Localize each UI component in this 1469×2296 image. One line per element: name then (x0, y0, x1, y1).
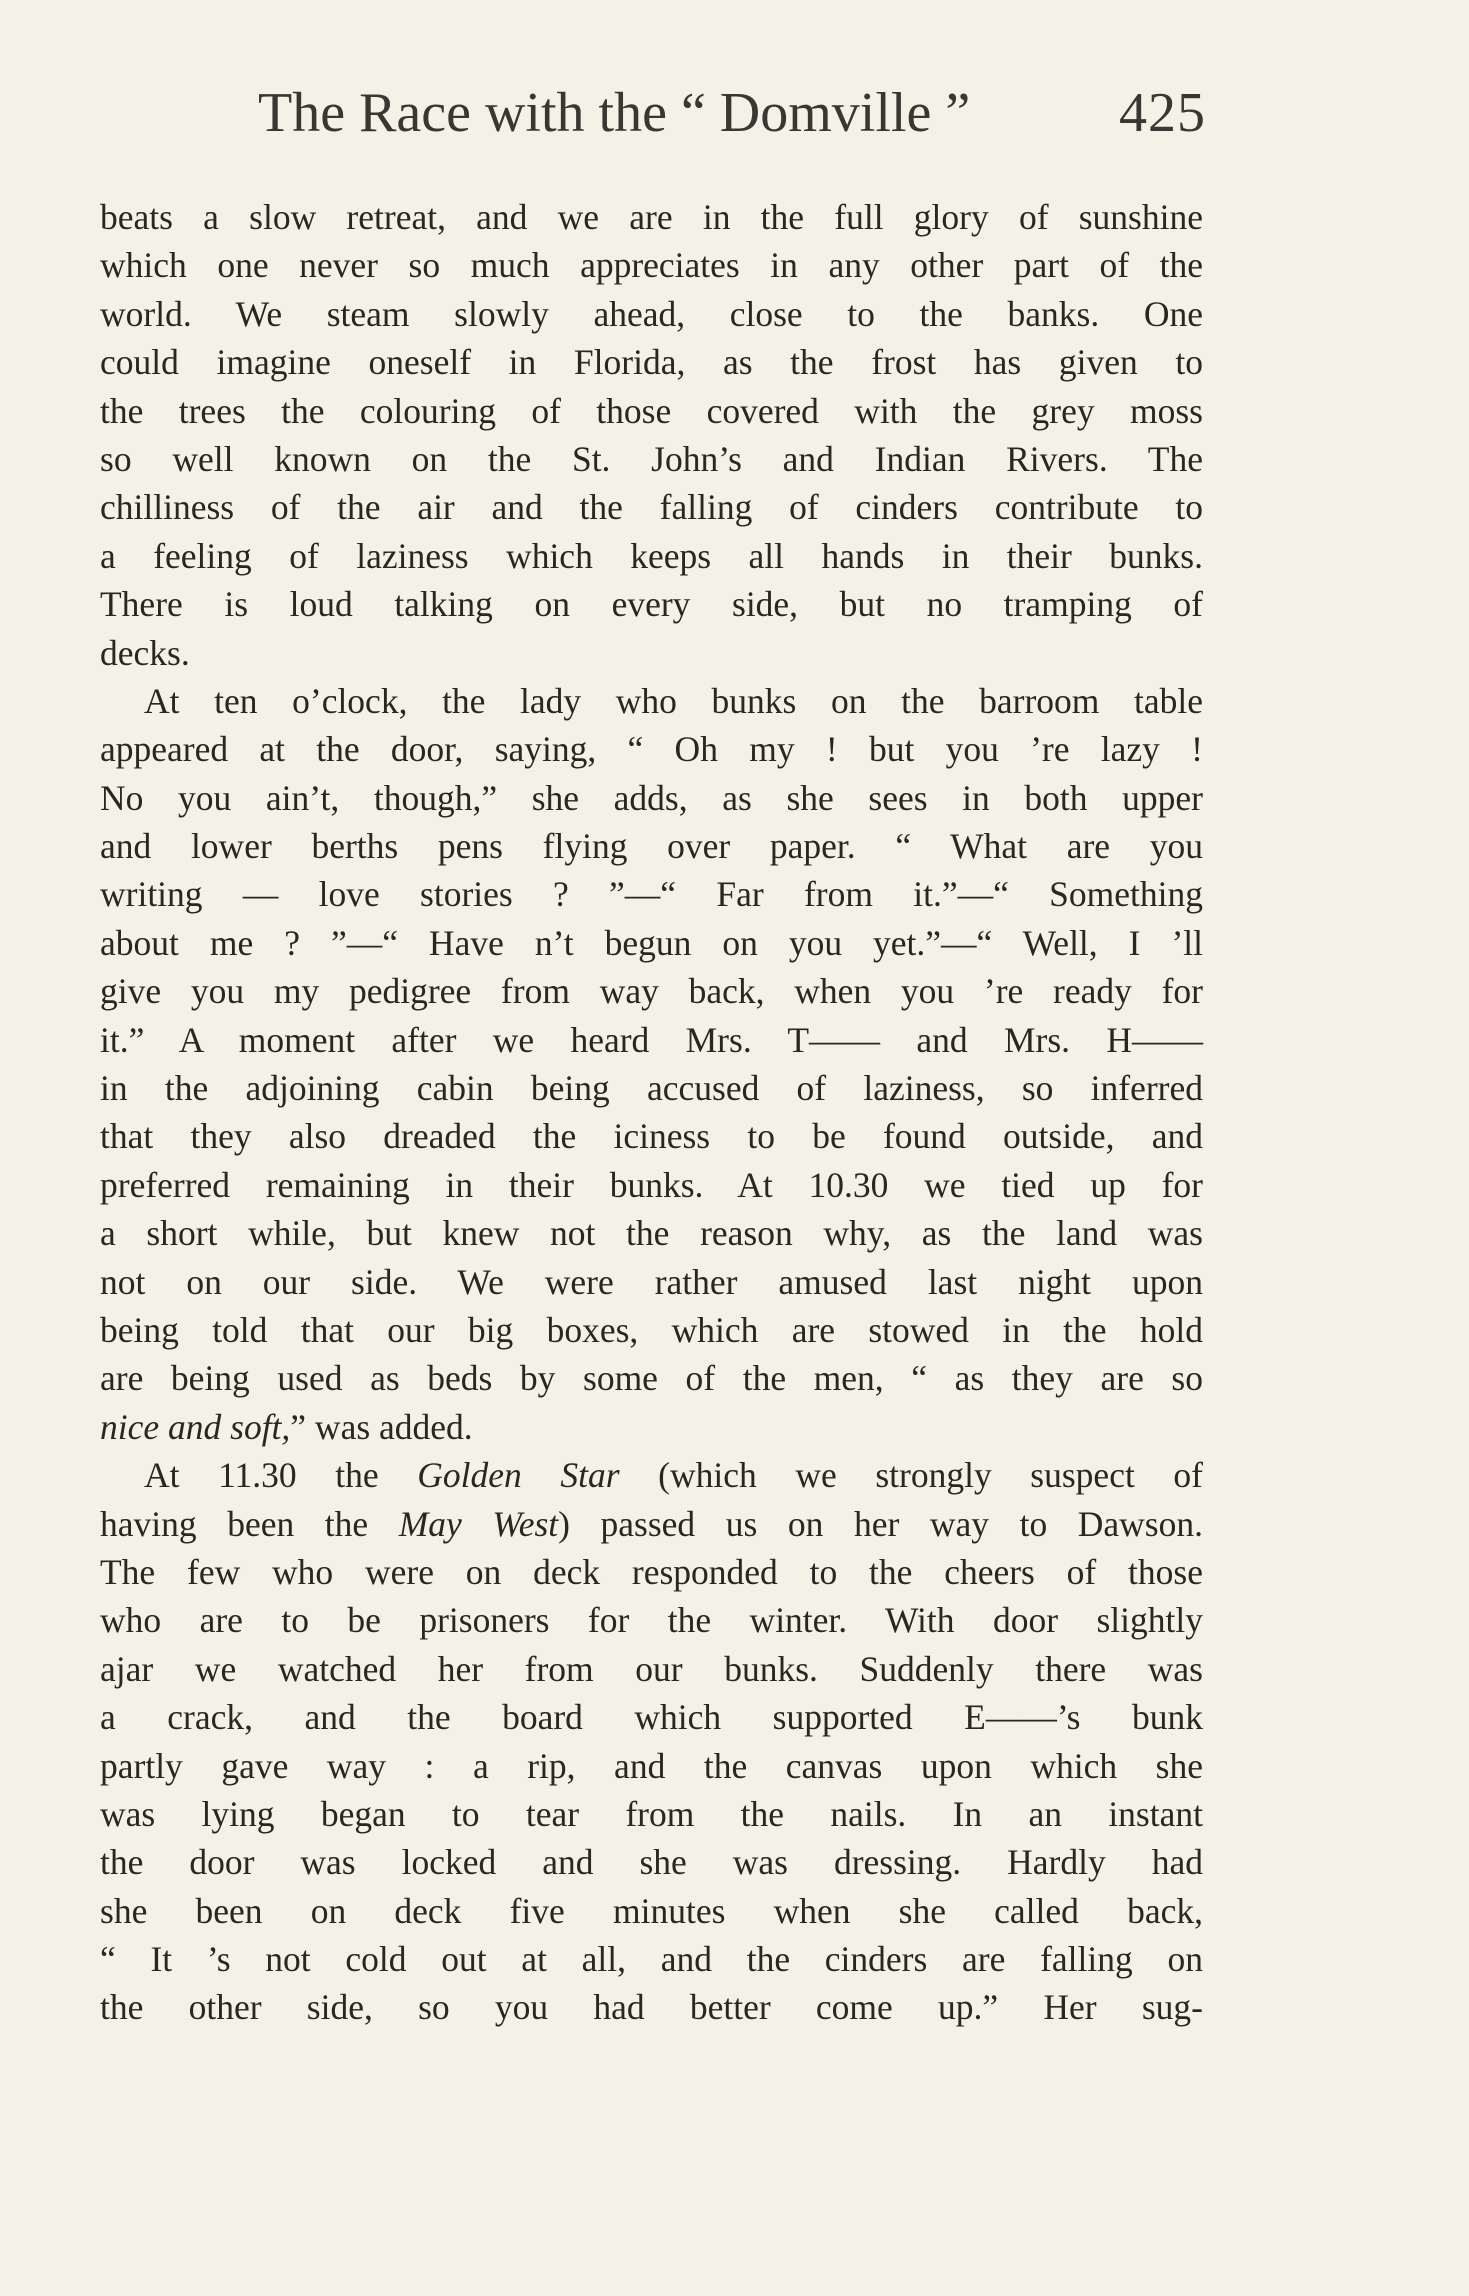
italic-ship-name: May West (398, 1503, 559, 1544)
text-line: beats a slow retreat, and we are in the full glory of sunshine (100, 197, 1203, 237)
text-line: the other side, so you had better come up.” Her sug- (100, 1987, 1203, 2028)
text-line: in the adjoining cabin being accused of laziness, so inferred (100, 1068, 1203, 1109)
text-line: it.” A moment after we heard Mrs. T—— and Mrs. H—— (100, 1019, 1203, 1060)
text-line: that they also dreaded the iciness to be found outside, and (100, 1116, 1203, 1157)
text-line-italic-phrase (100, 1403, 1203, 1451)
text-run: having been the (100, 1503, 399, 1544)
text-line: partly gave way : a rip, and the canvas upon which she (100, 1745, 1203, 1786)
text-line: The few who were on deck responded to the cheers of those (100, 1551, 1203, 1592)
text-line: appeared at the door, saying, “ Oh my ! but you ’re lazy ! (100, 729, 1203, 770)
text-line-italic-ship (100, 1500, 1203, 1548)
italic-phrase: nice and soft, (100, 1406, 291, 1447)
text-line: There is loud talking on every side, but no tramping of (100, 584, 1203, 625)
text-run: At 11.30 the (144, 1455, 418, 1496)
text-line: being told that our big boxes, which are stowed in the hold (100, 1309, 1203, 1350)
text-line: a crack, and the board which supported E——’s bunk (100, 1697, 1203, 1738)
text-line: so well known on the St. John’s and Indian Rivers. The (100, 438, 1203, 479)
text-line: ajar we watched her from our bunks. Suddenly there was (100, 1648, 1203, 1689)
text-line: chilliness of the air and the falling of cinders contribute to (100, 487, 1203, 528)
text-run: (which we strongly suspect of (619, 1455, 1203, 1496)
text-line: preferred remaining in their bunks. At 10.30 we tied up for (100, 1164, 1203, 1205)
page-number: 425 (1119, 82, 1206, 144)
text-line-italic-ship (100, 1451, 1203, 1499)
text-line: At ten o’clock, the lady who bunks on the barroom table (144, 680, 1203, 721)
text-line: the trees the colouring of those covered with the grey moss (100, 390, 1203, 431)
text-line: a feeling of laziness which keeps all hands in their bunks. (100, 535, 1203, 576)
text-line: was lying began to tear from the nails. In an instant (100, 1793, 1203, 1834)
text-line: not on our side. We were rather amused last night upon (100, 1261, 1203, 1302)
running-head (258, 78, 1206, 148)
text-line: a short while, but knew not the reason why, as the land was (100, 1213, 1203, 1254)
text-line: world. We steam slowly ahead, close to the banks. One (100, 293, 1203, 334)
text-line: the door was locked and she was dressing. Hardly had (100, 1842, 1203, 1883)
text-line: which one never so much appreciates in any other part of the (100, 245, 1203, 286)
text-line: who are to be prisoners for the winter. With door slightly (100, 1600, 1203, 1641)
chapter-title: The Race with the “ Domville ” (258, 82, 971, 144)
text-line: and lower berths pens flying over paper. “ What are you (100, 826, 1203, 867)
text-run: ) passed us on her way to Dawson. (558, 1503, 1203, 1544)
text-line: decks. (100, 632, 190, 673)
text-line: No you ain’t, though,” she adds, as she sees in both upper (100, 777, 1203, 818)
text-line: she been on deck five minutes when she called back, (100, 1890, 1203, 1931)
text-line: could imagine oneself in Florida, as the frost has given to (100, 342, 1203, 383)
text-run: ” was added. (290, 1406, 473, 1447)
text-line: writing — love stories ? ”—“ Far from it.”—“ Something (100, 874, 1203, 915)
body-text (100, 193, 1203, 2032)
text-line: give you my pedigree from way back, when you ’re ready for (100, 971, 1203, 1012)
text-line: are being used as beds by some of the men, “ as they are so (100, 1358, 1203, 1399)
text-line: about me ? ”—“ Have n’t begun on you yet.”—“ Well, I ’ll (100, 922, 1203, 963)
italic-ship-name: Golden Star (417, 1455, 620, 1496)
text-line: “ It ’s not cold out at all, and the cinders are falling on (100, 1939, 1203, 1980)
